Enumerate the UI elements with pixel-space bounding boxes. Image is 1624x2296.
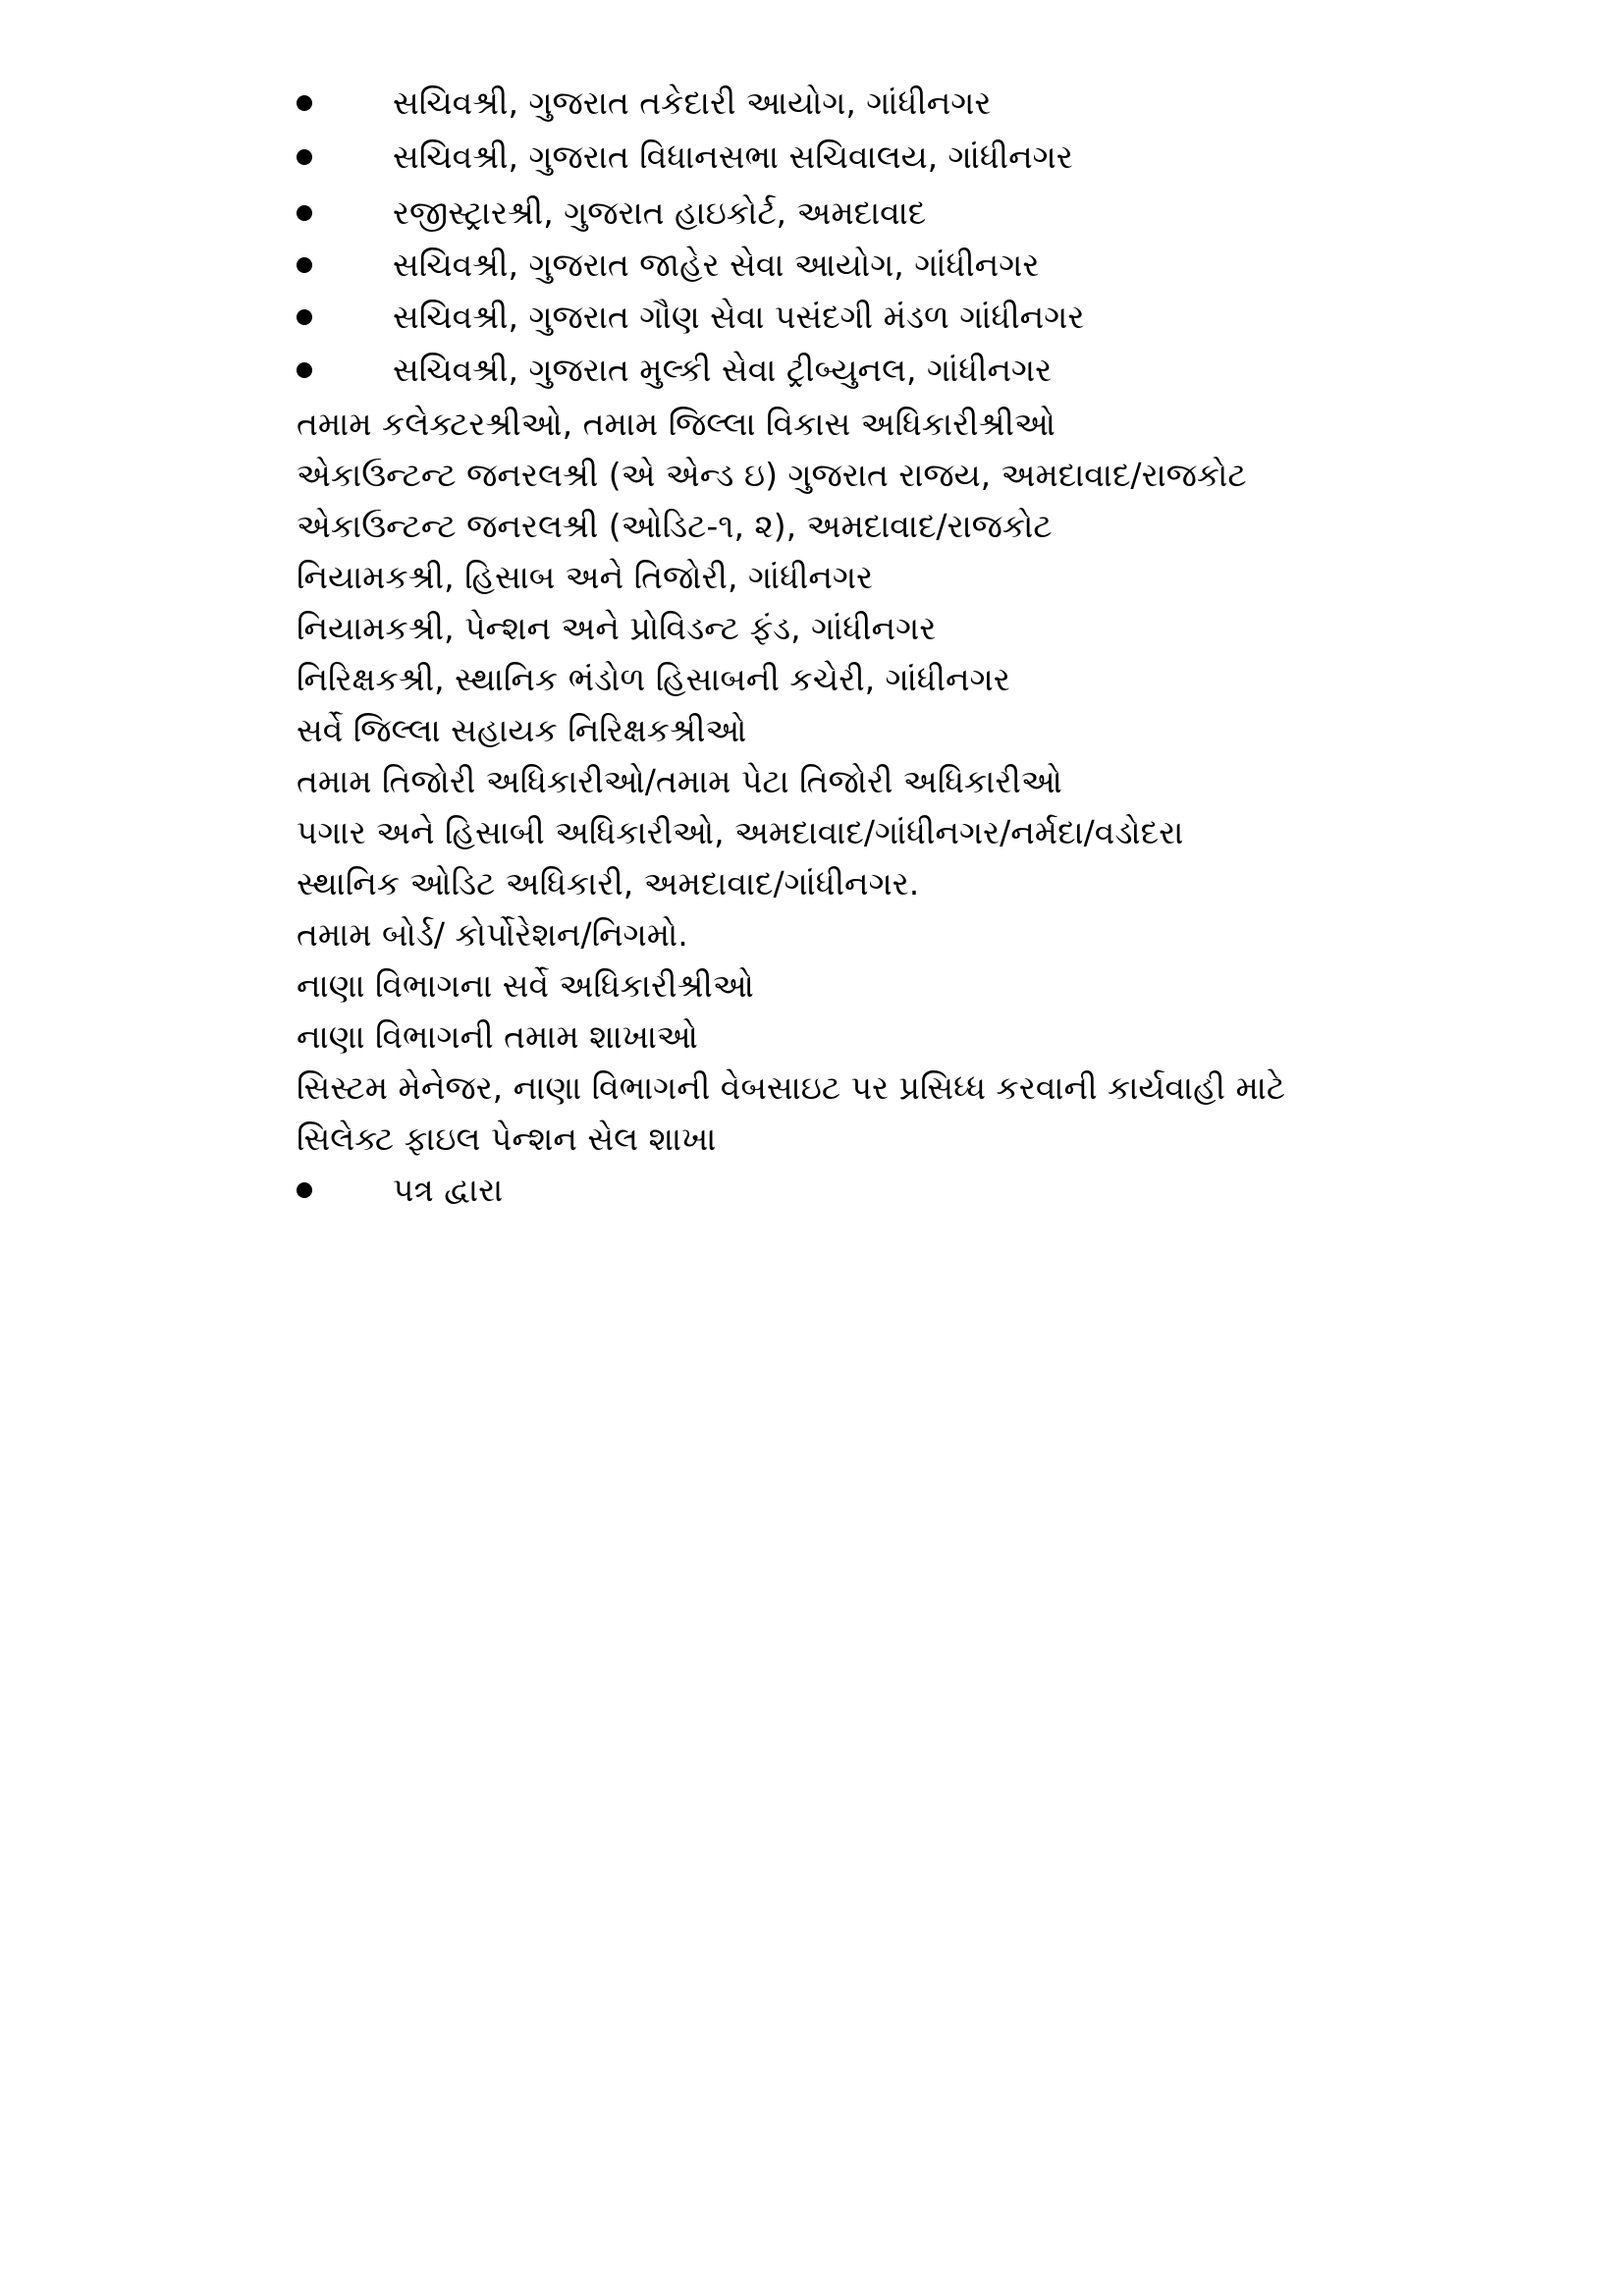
recipient-line: સિલેક્ટ ફાઇલ પેન્શન સેલ શાખા (297, 1120, 717, 1158)
recipient-text: સચિવશ્રી, ગુજરાત તકેદારી આયોગ, ગાંધીનગર (393, 83, 992, 122)
recipient-line: નિયામકશ્રી, હિસાબ અને તિજોરી, ગાંધીનગર (297, 558, 874, 596)
bullet-icon (297, 149, 312, 165)
recipient-line: એકાઉન્ટન્ટ જનરલશ્રી (ઓડિટ-૧, ૨), અમદાવાદ/રાજકોટ (297, 507, 1053, 545)
bullet-icon (297, 309, 312, 325)
recipient-line: નાણા વિભાગની તમામ શાખાઓ (297, 1017, 698, 1056)
bullet-icon (297, 1182, 312, 1198)
recipient-line: સ્થાનિક ઓડિટ અધિકારી, અમદાવાદ/ગાંધીનગર. (297, 864, 920, 902)
recipient-line: તમામ બોર્ડ/ કોર્પોરેશન/નિગમો. (297, 915, 688, 954)
recipient-text: સચિવશ્રી, ગુજરાત વિધાનસભા સચિવાલય, ગાંધીનગર (393, 137, 1073, 176)
recipient-line: નાણા વિભાગના સર્વે અધિકારીશ્રીઓ (297, 966, 754, 1005)
recipient-text: રજીસ્ટ્રારશ્રી, ગુજરાત હાઇકોર્ટ, અમદાવાદ (393, 193, 927, 232)
bullet-icon (297, 362, 312, 378)
recipient-line: નિયામકશ્રી, પેન્શન અને પ્રોવિડન્ટ ફંડ, ગાંધીનગર (297, 609, 937, 647)
recipient-line: પગાર અને હિસાબી અધિકારીઓ, અમદાવાદ/ગાંધીનગર/નર્મદા/વડોદરા (297, 813, 1184, 851)
bullet-icon (297, 95, 312, 111)
recipient-line: તમામ કલેક્ટરશ્રીઓ, તમામ જિલ્લા વિકાસ અધિકારીશ્રીઓ (297, 405, 1056, 443)
recipient-text: સચિવશ્રી, ગુજરાત મુલ્કી સેવા ટ્રીબ્યુનલ, ગાંધીનગર (393, 351, 1053, 389)
recipient-line: સિસ્ટમ મેનેજર, નાણા વિભાગની વેબસાઇટ પર પ્રસિધ્ધ કરવાની કાર્યવાહી માટે (297, 1068, 1286, 1107)
bullet-icon (297, 257, 312, 273)
footer-bullet-text: પત્ર દ્વારા (393, 1171, 504, 1209)
recipient-text: સચિવશ્રી, ગુજરાત ગૌણ સેવા પસંદગી મંડળ ગાંધીનગર (393, 298, 1085, 336)
recipient-line: તમામ તિજોરી અધિકારીઓ/તમામ પેટા તિજોરી અધિકારીઓ (297, 762, 1062, 800)
recipient-text: સચિવશ્રી, ગુજરાત જાહેર સેવા આયોગ, ગાંધીનગર (393, 246, 1040, 284)
recipient-line: નિરિક્ષકશ્રી, સ્થાનિક ભંડોળ હિસાબની કચેરી, ગાંધીનગર (297, 660, 1010, 698)
recipient-line: સર્વે જિલ્લા સહાયક નિરિક્ષકશ્રીઓ (297, 711, 747, 749)
bullet-icon (297, 205, 312, 221)
recipient-line: એકાઉન્ટન્ટ જનરલશ્રી (એ એન્ડ ઇ) ગુજરાત રાજય, અમદાવાદ/રાજકોટ (297, 456, 1247, 494)
